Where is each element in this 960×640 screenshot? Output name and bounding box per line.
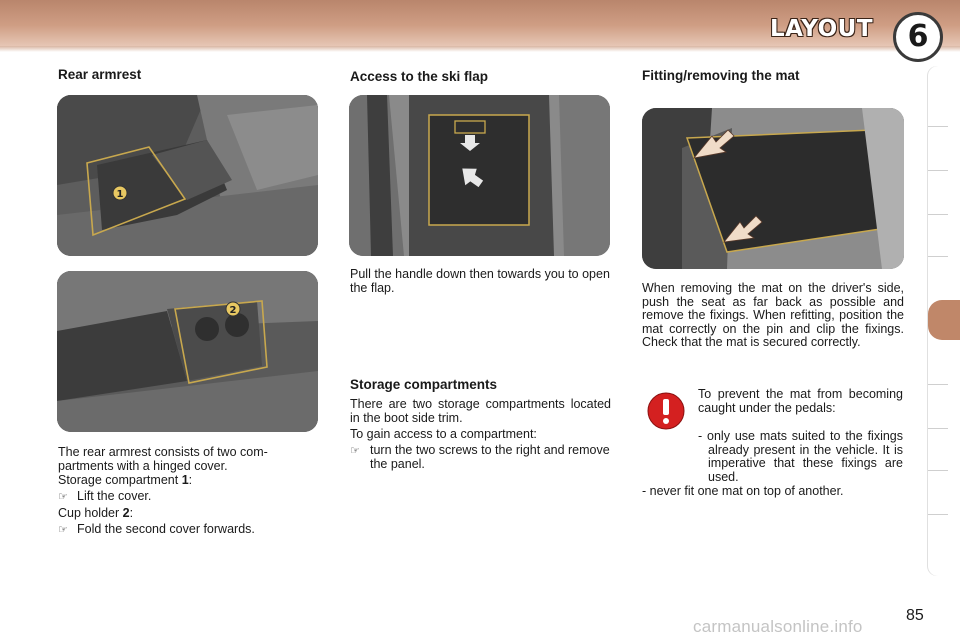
tab-divider xyxy=(928,514,948,515)
header-shadow xyxy=(0,46,960,52)
photo-callout-2: 2 xyxy=(229,305,237,316)
storage-number: 1 xyxy=(181,473,189,487)
storage-label: Storage compartment xyxy=(58,473,179,487)
ski-flap-photo xyxy=(349,95,610,256)
ski-flap-text: Pull the handle down then towards you to open the flap. xyxy=(350,267,610,295)
storage-compartment-line xyxy=(58,474,320,488)
active-chapter-tab[interactable] xyxy=(928,300,960,340)
storage-colon: : xyxy=(188,473,193,487)
storage-step-text: Lift the cover. xyxy=(77,489,152,503)
tab-divider xyxy=(928,126,948,127)
cup-number: 2 xyxy=(122,506,130,520)
mat-text: When removing the mat on the driver's side, push the seat as far back as possible and remove the fixings. When refitting, position the mat correctly on the pin and clip the fixings. Check that the mat is secured correctly. xyxy=(642,281,904,349)
warning-intro: To prevent the mat from becoming caught under the pedals: xyxy=(698,387,903,415)
tab-divider xyxy=(928,170,948,171)
page-number: 85 xyxy=(906,607,924,624)
storage-compartments-step xyxy=(350,444,612,474)
cup-label: Cup holder xyxy=(58,506,120,520)
warning-item-1: - only use mats suited to the fixings already present in the vehicle. It is imperative that these fixings are used. xyxy=(698,429,903,484)
mat-heading: Fitting/removing the mat xyxy=(642,68,800,83)
cup-step-text: Fold the second cover forwards. xyxy=(77,522,255,536)
rear-armrest-intro: The rear armrest consists of two com-partments with a hinged cover. xyxy=(58,445,268,473)
hand-pointer-icon: ☞ xyxy=(58,523,68,536)
tab-divider xyxy=(928,214,948,215)
photo-callout-1: 1 xyxy=(116,189,124,200)
cup-colon: : xyxy=(129,506,134,520)
watermark: carmanualsonline.info xyxy=(693,617,863,636)
tab-divider xyxy=(928,470,948,471)
cup-holder-line xyxy=(58,507,320,521)
storage-compartments-step-text: turn the two screws to the right and remove the panel. xyxy=(370,443,610,471)
tab-divider xyxy=(928,384,948,385)
hand-pointer-icon: ☞ xyxy=(350,444,360,457)
tab-divider xyxy=(928,428,948,429)
chapter-number-badge: 6 xyxy=(893,12,943,62)
storage-access-text: To gain access to a compartment: xyxy=(350,427,537,441)
storage-compartments-heading: Storage compartments xyxy=(350,377,498,392)
ski-flap-heading: Access to the ski flap xyxy=(350,69,489,84)
chapter-title: LAYOUT xyxy=(770,16,874,42)
warning-item-2: - never fit one mat on top of another. xyxy=(642,484,844,498)
warning-icon xyxy=(647,392,685,430)
rear-armrest-photo-1 xyxy=(57,95,318,256)
storage-compartments-text: There are two storage compartments located in the boot side trim. xyxy=(350,397,611,425)
hand-pointer-icon: ☞ xyxy=(58,490,68,503)
rear-armrest-photo-2 xyxy=(57,271,318,432)
mat-photo xyxy=(642,108,904,269)
tab-divider xyxy=(928,256,948,257)
rear-armrest-heading: Rear armrest xyxy=(58,67,142,82)
